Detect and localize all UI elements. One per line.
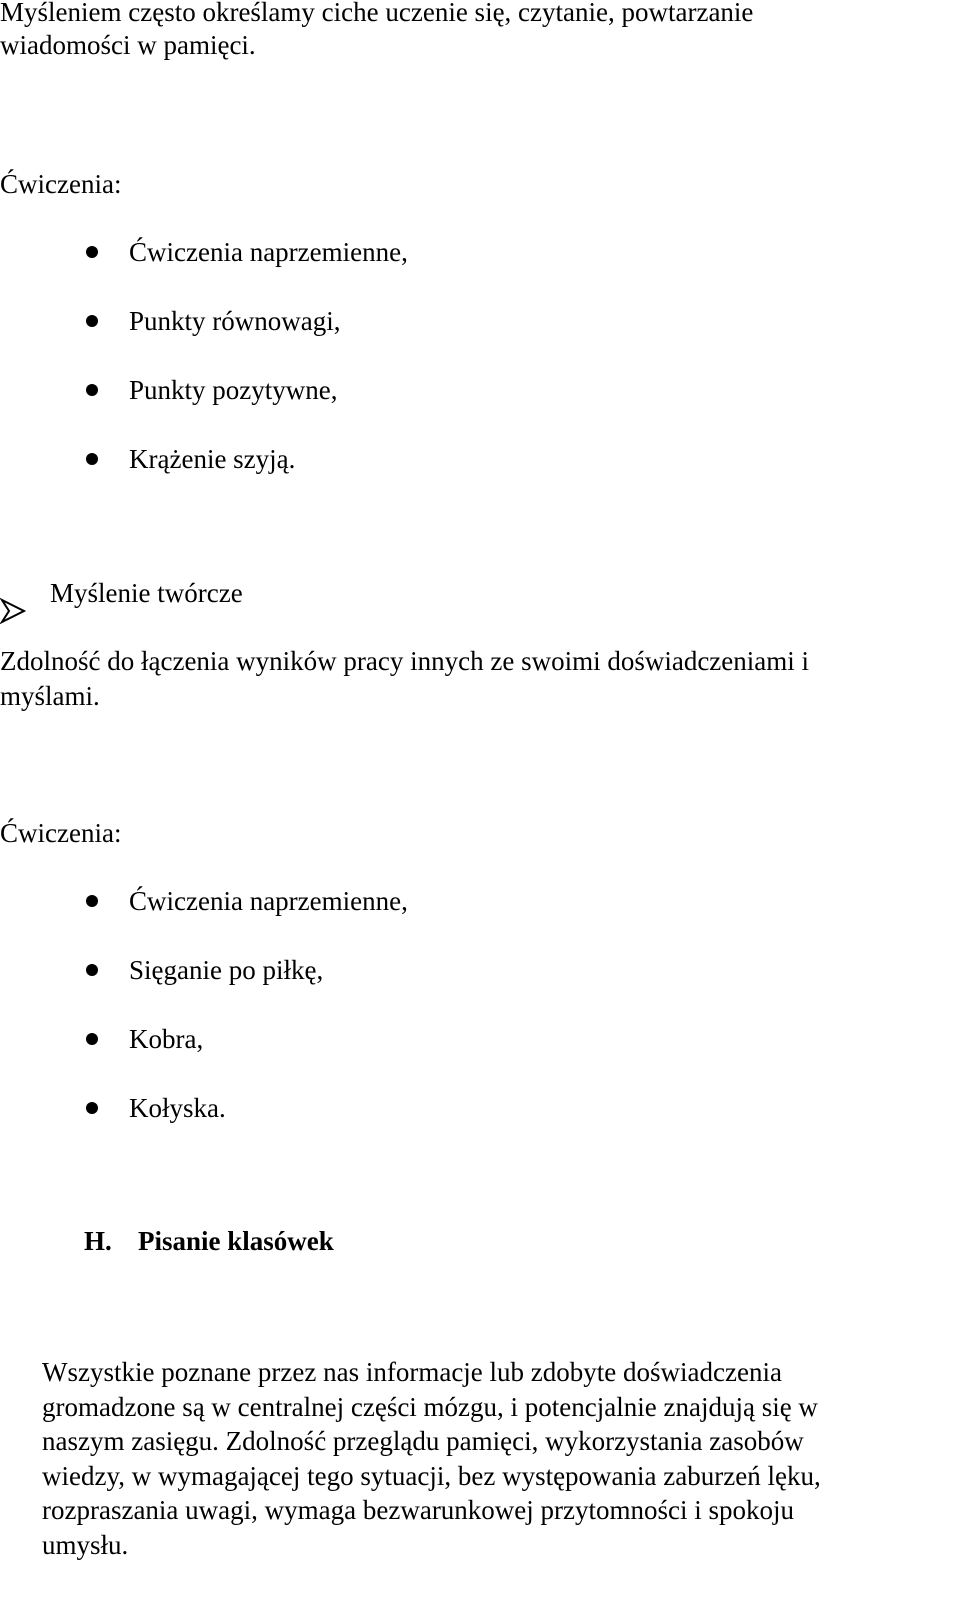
list-item: Ćwiczenia naprzemienne, (129, 886, 408, 916)
intro-line-2: wiadomości w pamięci. (0, 30, 256, 60)
intro-line-1: Myśleniem często określamy ciche uczenie się, czytanie, powtarzanie (0, 0, 754, 27)
creative-thinking-title: Myślenie twórcze (50, 578, 243, 608)
list-item: Punkty równowagi, (129, 306, 341, 336)
section-letter: H. (84, 1226, 112, 1256)
exercises-label-1: Ćwiczenia: (0, 169, 122, 199)
bullet-icon (86, 453, 98, 465)
bullet-icon (86, 964, 98, 976)
list-item: Krążenie szyją. (129, 444, 296, 474)
bullet-icon (86, 1033, 98, 1045)
paragraph-line: gromadzone są w centralnej części mózgu, i potencjalnie znajdują się w (42, 1391, 818, 1422)
section-heading: Pisanie klasówek (138, 1226, 334, 1256)
list-item: Punkty pozytywne, (129, 375, 338, 405)
paragraph-line: umysłu. (42, 1529, 129, 1560)
creative-desc-line-1: Zdolność do łączenia wyników pracy innych ze swoimi doświadczeniami i (0, 646, 810, 676)
body-paragraph (42, 1355, 942, 1562)
bullet-icon (86, 384, 98, 396)
list-item: Kołyska. (129, 1093, 226, 1123)
list-item: Ćwiczenia naprzemienne, (129, 237, 408, 267)
exercises-label-2: Ćwiczenia: (0, 818, 122, 848)
bullet-icon (86, 895, 98, 907)
paragraph-line: wiedzy, w wymagającej tego sytuacji, bez występowania zaburzeń lęku, (42, 1460, 821, 1491)
paragraph-line: rozpraszania uwagi, wymaga bezwarunkowej przytomności i spokoju (42, 1495, 795, 1525)
bullet-icon (86, 246, 98, 258)
paragraph-line: Wszystkie poznane przez nas informacje lub zdobyte doświadczenia (42, 1357, 782, 1387)
list-item: Sięganie po piłkę, (129, 955, 324, 985)
bullet-icon (86, 1102, 98, 1114)
paragraph-line: naszym zasięgu. Zdolność przeglądu pamięci, wykorzystania zasobów (42, 1426, 804, 1456)
arrow-bullet-icon (0, 598, 26, 624)
creative-desc-line-2: myślami. (0, 681, 100, 711)
list-item: Kobra, (129, 1024, 204, 1054)
bullet-icon (86, 315, 98, 327)
